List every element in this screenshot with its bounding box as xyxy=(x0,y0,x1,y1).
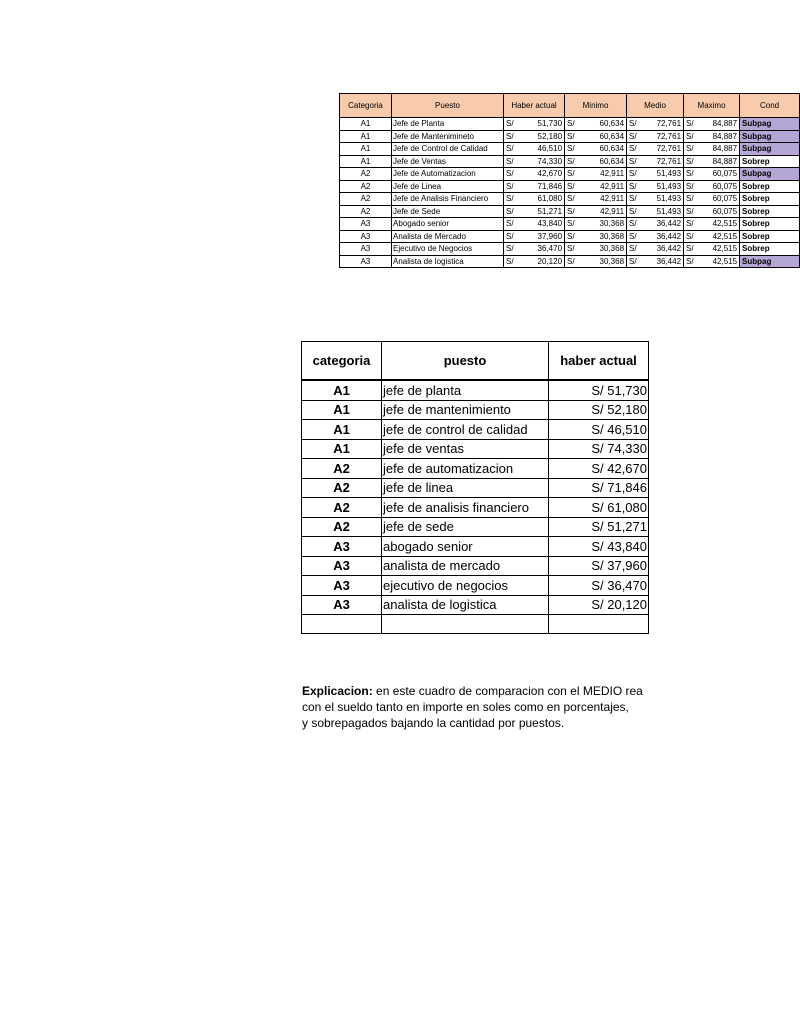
salary-table xyxy=(301,341,649,634)
haber-actual-cell: 43,840 xyxy=(514,218,565,231)
salary-row xyxy=(302,595,649,615)
currency-symbol: S/ xyxy=(504,180,514,193)
medio-cell: 36,442 xyxy=(637,255,684,268)
currency-symbol: S/ xyxy=(684,130,694,143)
category-cell: A2 xyxy=(302,459,382,479)
haber-actual-cell: S/ 71,846 xyxy=(549,478,649,498)
haber-actual-cell: 36,470 xyxy=(514,243,565,256)
currency-symbol: S/ xyxy=(684,255,694,268)
explanation-line-3: y sobrepagados bajando la cantidad por puestos. xyxy=(302,716,565,730)
currency-symbol: S/ xyxy=(504,230,514,243)
maximo-cell: 60,075 xyxy=(694,180,740,193)
puesto-cell: Jefe de Ventas xyxy=(392,155,504,168)
salary-row xyxy=(302,459,649,479)
currency-symbol: S/ xyxy=(684,243,694,256)
puesto-cell: Jefe de Planta xyxy=(392,118,504,131)
currency-symbol: S/ xyxy=(565,143,575,156)
haber-actual-cell: 61,080 xyxy=(514,193,565,206)
maximo-cell: 84,887 xyxy=(694,118,740,131)
currency-symbol: S/ xyxy=(504,243,514,256)
minimo-cell: 60,634 xyxy=(575,155,627,168)
currency-symbol: S/ xyxy=(504,118,514,131)
currency-symbol: S/ xyxy=(627,143,637,156)
condition-cell: Subpag xyxy=(740,143,800,156)
currency-symbol: S/ xyxy=(565,118,575,131)
medio-cell: 51,493 xyxy=(637,193,684,206)
currency-symbol: S/ xyxy=(565,218,575,231)
empty-cell xyxy=(549,615,649,634)
header-minimo: Minimo xyxy=(565,94,627,118)
currency-symbol: S/ xyxy=(504,205,514,218)
comparison-row xyxy=(340,243,800,256)
puesto-cell: Jefe de Linea xyxy=(392,180,504,193)
currency-symbol: S/ xyxy=(565,205,575,218)
maximo-cell: 84,887 xyxy=(694,155,740,168)
salary-row xyxy=(302,478,649,498)
puesto-cell: jefe de planta xyxy=(382,380,549,400)
haber-actual-cell: S/ 36,470 xyxy=(549,576,649,596)
maximo-cell: 60,075 xyxy=(694,193,740,206)
condition-cell: Sobrep xyxy=(740,230,800,243)
medio-cell: 36,442 xyxy=(637,218,684,231)
currency-symbol: S/ xyxy=(627,180,637,193)
category-cell: A2 xyxy=(302,478,382,498)
minimo-cell: 60,634 xyxy=(575,143,627,156)
puesto-cell: analista de logistica xyxy=(382,595,549,615)
category-cell: A1 xyxy=(340,155,392,168)
condition-cell: Sobrep xyxy=(740,180,800,193)
category-cell: A1 xyxy=(302,380,382,400)
currency-symbol: S/ xyxy=(684,143,694,156)
currency-symbol: S/ xyxy=(627,218,637,231)
condition-cell: Sobrep xyxy=(740,155,800,168)
puesto-cell: Jefe de Sede xyxy=(392,205,504,218)
puesto-cell: Jefe de Automatizacion xyxy=(392,168,504,181)
haber-actual-cell: S/ 42,670 xyxy=(549,459,649,479)
puesto-cell: Ejecutivo de Negocios xyxy=(392,243,504,256)
puesto-cell: jefe de mantenimiento xyxy=(382,400,549,420)
explanation-line-2: con el sueldo tanto en importe en soles como en porcentajes, xyxy=(302,700,629,714)
haber-actual-cell: S/ 46,510 xyxy=(549,420,649,440)
category-cell: A2 xyxy=(340,205,392,218)
comparison-row xyxy=(340,155,800,168)
category-cell: A2 xyxy=(302,517,382,537)
currency-symbol: S/ xyxy=(627,255,637,268)
puesto-cell: Jefe de Analisis Financiero xyxy=(392,193,504,206)
empty-row xyxy=(302,615,649,634)
maximo-cell: 84,887 xyxy=(694,130,740,143)
condition-cell: Subpag xyxy=(740,168,800,181)
currency-symbol: S/ xyxy=(504,143,514,156)
salary-row xyxy=(302,556,649,576)
maximo-cell: 42,515 xyxy=(694,255,740,268)
salary-row xyxy=(302,380,649,400)
haber-actual-cell: 46,510 xyxy=(514,143,565,156)
salary-table-body xyxy=(302,380,649,634)
currency-symbol: S/ xyxy=(504,218,514,231)
minimo-cell: 30,368 xyxy=(575,255,627,268)
condition-cell: Subpag xyxy=(740,255,800,268)
explanation-line-1 xyxy=(302,683,768,699)
maximo-cell: 84,887 xyxy=(694,143,740,156)
salary-row xyxy=(302,439,649,459)
condition-cell: Sobrep xyxy=(740,243,800,256)
category-cell: A1 xyxy=(340,130,392,143)
puesto-cell: jefe de control de calidad xyxy=(382,420,549,440)
haber-actual-cell: S/ 37,960 xyxy=(549,556,649,576)
haber-actual-cell: 51,730 xyxy=(514,118,565,131)
condition-cell: Subpag xyxy=(740,130,800,143)
condition-cell: Sobrep xyxy=(740,218,800,231)
currency-symbol: S/ xyxy=(565,168,575,181)
haber-actual-cell: 52,180 xyxy=(514,130,565,143)
minimo-cell: 30,368 xyxy=(575,230,627,243)
salary-comparison-table-container xyxy=(339,93,780,268)
category-cell: A1 xyxy=(302,400,382,420)
salary-header-row xyxy=(302,342,649,381)
currency-symbol: S/ xyxy=(627,243,637,256)
comparison-row xyxy=(340,230,800,243)
currency-symbol: S/ xyxy=(627,130,637,143)
currency-symbol: S/ xyxy=(627,193,637,206)
comparison-row xyxy=(340,255,800,268)
explanation-text-1: en este cuadro de comparacion con el MEDIO rea xyxy=(372,684,643,698)
medio-cell: 36,442 xyxy=(637,230,684,243)
category-cell: A3 xyxy=(340,243,392,256)
currency-symbol: S/ xyxy=(684,155,694,168)
currency-symbol: S/ xyxy=(627,230,637,243)
currency-symbol: S/ xyxy=(565,130,575,143)
puesto-cell: Analista de logistica xyxy=(392,255,504,268)
minimo-cell: 42,911 xyxy=(575,205,627,218)
medio-cell: 51,493 xyxy=(637,180,684,193)
currency-symbol: S/ xyxy=(684,193,694,206)
category-cell: A1 xyxy=(302,420,382,440)
category-cell: A2 xyxy=(340,193,392,206)
salary-row xyxy=(302,400,649,420)
puesto-cell: abogado senior xyxy=(382,537,549,557)
comparison-row xyxy=(340,118,800,131)
comparison-row xyxy=(340,180,800,193)
haber-actual-cell: 51,271 xyxy=(514,205,565,218)
minimo-cell: 60,634 xyxy=(575,118,627,131)
haber-actual-cell: 74,330 xyxy=(514,155,565,168)
comparison-row xyxy=(340,193,800,206)
puesto-cell: jefe de linea xyxy=(382,478,549,498)
category-cell: A2 xyxy=(302,498,382,518)
comparison-row xyxy=(340,168,800,181)
condition-cell: Sobrep xyxy=(740,193,800,206)
currency-symbol: S/ xyxy=(504,155,514,168)
condition-cell: Sobrep xyxy=(740,205,800,218)
maximo-cell: 42,515 xyxy=(694,230,740,243)
currency-symbol: S/ xyxy=(684,118,694,131)
header-puesto: puesto xyxy=(382,342,549,381)
salary-row xyxy=(302,537,649,557)
comparison-table-body xyxy=(340,118,800,268)
category-cell: A3 xyxy=(302,576,382,596)
currency-symbol: S/ xyxy=(684,168,694,181)
medio-cell: 72,761 xyxy=(637,130,684,143)
salary-row xyxy=(302,576,649,596)
header-maximo: Maximo xyxy=(684,94,740,118)
currency-symbol: S/ xyxy=(565,255,575,268)
minimo-cell: 30,368 xyxy=(575,218,627,231)
currency-symbol: S/ xyxy=(684,218,694,231)
comparison-row xyxy=(340,218,800,231)
comparison-row xyxy=(340,205,800,218)
minimo-cell: 42,911 xyxy=(575,193,627,206)
minimo-cell: 42,911 xyxy=(575,168,627,181)
minimo-cell: 42,911 xyxy=(575,180,627,193)
category-cell: A3 xyxy=(340,218,392,231)
category-cell: A1 xyxy=(340,143,392,156)
medio-cell: 72,761 xyxy=(637,155,684,168)
header-condicion: Cond xyxy=(740,94,800,118)
currency-symbol: S/ xyxy=(627,155,637,168)
puesto-cell: jefe de sede xyxy=(382,517,549,537)
maximo-cell: 60,075 xyxy=(694,168,740,181)
currency-symbol: S/ xyxy=(565,155,575,168)
currency-symbol: S/ xyxy=(684,180,694,193)
empty-cell xyxy=(382,615,549,634)
medio-cell: 72,761 xyxy=(637,143,684,156)
haber-actual-cell: S/ 20,120 xyxy=(549,595,649,615)
category-cell: A2 xyxy=(340,180,392,193)
category-cell: A3 xyxy=(302,556,382,576)
puesto-cell: jefe de ventas xyxy=(382,439,549,459)
medio-cell: 36,442 xyxy=(637,243,684,256)
header-categoria: Categoria xyxy=(340,94,392,118)
comparison-header-row xyxy=(340,94,800,118)
haber-actual-cell: 71,846 xyxy=(514,180,565,193)
haber-actual-cell: S/ 43,840 xyxy=(549,537,649,557)
comparison-row xyxy=(340,130,800,143)
currency-symbol: S/ xyxy=(684,205,694,218)
currency-symbol: S/ xyxy=(684,230,694,243)
medio-cell: 72,761 xyxy=(637,118,684,131)
header-categoria: categoria xyxy=(302,342,382,381)
category-cell: A3 xyxy=(340,255,392,268)
puesto-cell: jefe de automatizacion xyxy=(382,459,549,479)
header-puesto: Puesto xyxy=(392,94,504,118)
salary-row xyxy=(302,517,649,537)
puesto-cell: Abogado senior xyxy=(392,218,504,231)
category-cell: A3 xyxy=(302,595,382,615)
condition-cell: Subpag xyxy=(740,118,800,131)
haber-actual-cell: S/ 51,271 xyxy=(549,517,649,537)
haber-actual-cell: S/ 74,330 xyxy=(549,439,649,459)
currency-symbol: S/ xyxy=(504,255,514,268)
category-cell: A1 xyxy=(340,118,392,131)
currency-symbol: S/ xyxy=(627,118,637,131)
header-haber-actual: Haber actual xyxy=(504,94,565,118)
haber-actual-cell: 37,960 xyxy=(514,230,565,243)
currency-symbol: S/ xyxy=(565,243,575,256)
haber-actual-cell: 42,670 xyxy=(514,168,565,181)
explanation-text xyxy=(302,683,768,731)
minimo-cell: 30,368 xyxy=(575,243,627,256)
comparison-row xyxy=(340,143,800,156)
category-cell: A2 xyxy=(340,168,392,181)
currency-symbol: S/ xyxy=(504,168,514,181)
header-medio: Medio xyxy=(627,94,684,118)
minimo-cell: 60,634 xyxy=(575,130,627,143)
puesto-cell: Jefe de Mantenimineto xyxy=(392,130,504,143)
puesto-cell: Jefe de Control de Calidad xyxy=(392,143,504,156)
haber-actual-cell: 20,120 xyxy=(514,255,565,268)
haber-actual-cell: S/ 51,730 xyxy=(549,380,649,400)
currency-symbol: S/ xyxy=(504,193,514,206)
puesto-cell: analista de mercado xyxy=(382,556,549,576)
puesto-cell: Analista de Mercado xyxy=(392,230,504,243)
medio-cell: 51,493 xyxy=(637,205,684,218)
currency-symbol: S/ xyxy=(565,180,575,193)
currency-symbol: S/ xyxy=(565,230,575,243)
currency-symbol: S/ xyxy=(565,193,575,206)
category-cell: A1 xyxy=(302,439,382,459)
medio-cell: 51,493 xyxy=(637,168,684,181)
currency-symbol: S/ xyxy=(504,130,514,143)
currency-symbol: S/ xyxy=(627,168,637,181)
salary-row xyxy=(302,498,649,518)
explanation-label: Explicacion: xyxy=(302,684,373,698)
currency-symbol: S/ xyxy=(627,205,637,218)
maximo-cell: 42,515 xyxy=(694,243,740,256)
maximo-cell: 60,075 xyxy=(694,205,740,218)
category-cell: A3 xyxy=(340,230,392,243)
puesto-cell: jefe de analisis financiero xyxy=(382,498,549,518)
maximo-cell: 42,515 xyxy=(694,218,740,231)
salary-comparison-table xyxy=(339,93,800,268)
salary-row xyxy=(302,420,649,440)
haber-actual-cell: S/ 61,080 xyxy=(549,498,649,518)
header-haber-actual: haber actual xyxy=(549,342,649,381)
category-cell: A3 xyxy=(302,537,382,557)
haber-actual-cell: S/ 52,180 xyxy=(549,400,649,420)
puesto-cell: ejecutivo de negocios xyxy=(382,576,549,596)
empty-cell xyxy=(302,615,382,634)
